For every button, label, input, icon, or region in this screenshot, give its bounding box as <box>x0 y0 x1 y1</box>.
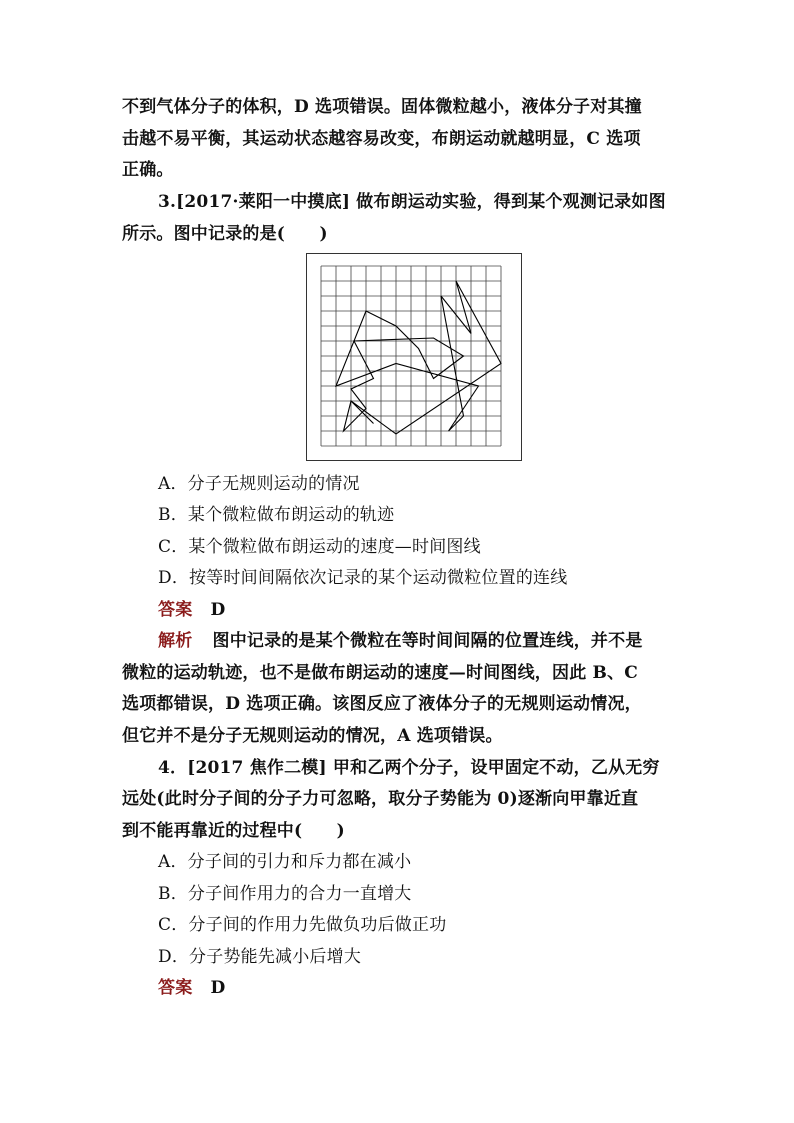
q3-analysis-line-3: 选项都错误，D 选项正确。该图反应了液体分子的无规则运动情况， <box>122 694 642 714</box>
q3-analysis-line-1 <box>158 631 718 651</box>
analysis-text: 图中记录的是某个微粒在等时间间隔的位置连线，并不是 <box>212 631 643 651</box>
q4-stem-line-2: 远处(此时分子间的分子力可忽略，取分子势能为 0)逐渐向甲靠近直 <box>122 789 639 809</box>
q3-stem-line-1: 3.[2017·莱阳一中摸底] 做布朗运动实验，得到某个观测记录如图 <box>158 192 666 212</box>
q4-answer <box>158 978 718 998</box>
q4-option-c: C．分子间的作用力先做负功后做正功 <box>158 915 447 935</box>
particle-position-path <box>336 281 501 434</box>
q2-analysis-line-3: 正确。 <box>122 160 174 180</box>
grid-trajectory-diagram <box>307 254 523 462</box>
q3-option-b: B．某个微粒做布朗运动的轨迹 <box>158 505 395 525</box>
answer-value: D <box>210 600 226 620</box>
q3-option-c: C．某个微粒做布朗运动的速度—时间图线 <box>158 537 481 557</box>
q3-option-d: D．按等时间间隔依次记录的某个运动微粒位置的连线 <box>158 568 568 588</box>
analysis-label: 解析 <box>158 631 193 651</box>
q2-analysis-line-2: 击越不易平衡，其运动状态越容易改变，布朗运动就越明显，C 选项 <box>122 129 641 149</box>
q4-option-d: D．分子势能先减小后增大 <box>158 947 362 967</box>
q4-stem-line-1: 4．[2017 焦作二模] 甲和乙两个分子，设甲固定不动，乙从无穷 <box>158 758 660 778</box>
answer-label: 答案 <box>158 600 193 620</box>
answer-label: 答案 <box>158 978 193 998</box>
q4-option-a: A．分子间的引力和斥力都在减小 <box>158 852 412 872</box>
q2-analysis-line-1: 不到气体分子的体积，D 选项错误。固体微粒越小，液体分子对其撞 <box>122 97 642 117</box>
brownian-motion-figure <box>306 253 522 461</box>
q3-analysis-line-4: 但它并不是分子无规则运动的情况，A 选项错误。 <box>122 726 503 746</box>
q4-option-b: B．分子间作用力的合力一直增大 <box>158 884 412 904</box>
q3-answer <box>158 600 718 620</box>
q3-stem-line-2: 所示。图中记录的是( ) <box>122 224 328 244</box>
answer-value: D <box>210 978 226 998</box>
q3-option-a: A．分子无规则运动的情况 <box>158 474 360 494</box>
q3-analysis-line-2: 微粒的运动轨迹，也不是做布朗运动的速度—时间图线，因此 B、C <box>122 663 639 683</box>
q4-stem-line-3: 到不能再靠近的过程中( ) <box>122 821 345 841</box>
